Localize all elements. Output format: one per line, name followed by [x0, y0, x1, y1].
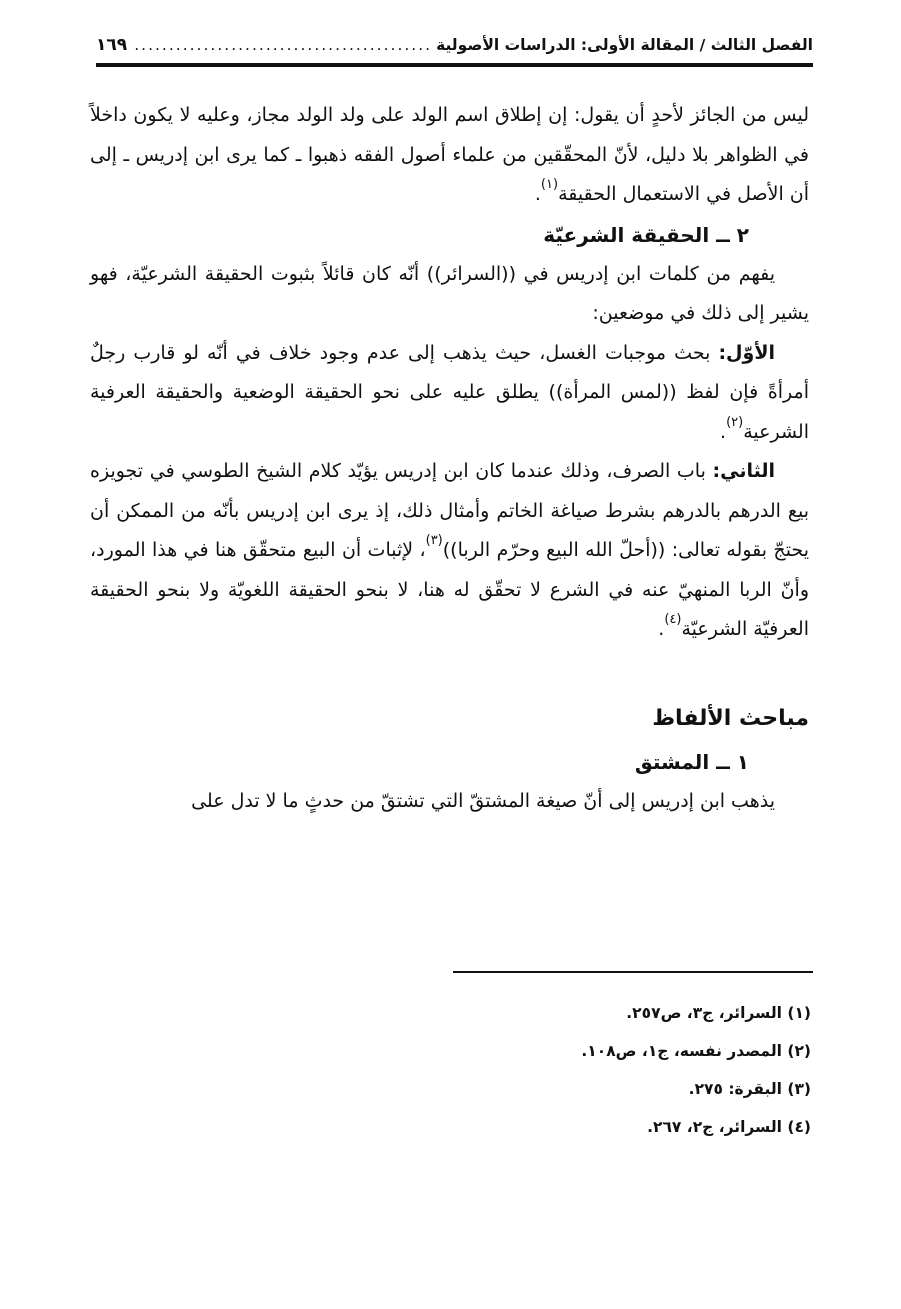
paragraph-1: ليس من الجائز لأحدٍ أن يقول: إن إطلاق اسم الولد على ولد الولد مجاز، وعليه لا يكون داخلاً في الظواهر بلا دليل، لأنّ المحقّقين من علماء أصول الفقه ذهبوا ـ كما يرى ابن إدريس ـ إلى أن الأصل في الاستعمال الحقيقة$^{(١)}$. [90, 104, 809, 205]
header-leader-dots [131, 36, 432, 54]
heading-shariah-truth: ٢ ــ الحقيقة الشرعيّة [543, 222, 749, 247]
heading-derivative: ١ ــ المشتق [634, 749, 749, 774]
footnotes [90, 994, 811, 1146]
footnote-4: (٤) السرائر، ج٢، ٢٦٧. [647, 1118, 811, 1136]
page-number: ١٦٩ [96, 35, 128, 55]
first-point-label: الأوّل: [718, 341, 775, 364]
running-header [96, 30, 813, 60]
section-heading-terms: مباحث الألفاظ [652, 705, 809, 731]
footnote-rule [453, 971, 813, 973]
header-title: الفصل الثالث / المقالة الأولى: الدراسات الأصولية [436, 36, 813, 54]
paragraph-4: الثاني: باب الصرف، وذلك عندما كان ابن إدريس يؤيّد كلام الشيخ الطوسي في تجويزه بيع الدرهم بالدرهم بشرط صياغة الخاتم وأمثال ذلك، إذ يرى ابن إدريس بأنّه من الممكن أن يحتجّ بقوله تعالى: ((أحلّ الله البيع وحرّم الربا))$^{(٣)}$، لإثبات أن البيع متحقّق هنا في هذا المورد، وأنّ الربا المنهيّ عنه في الشرع لا تحقّق له هنا، لا بنحو الحقيقة اللغويّة ولا بنحو الحقيقة العرفيّة الشرعيّة$^{(٤)}$. [90, 460, 809, 640]
footnote-3: (٣) البقرة: ٢٧٥. [688, 1080, 811, 1098]
footnote-ref-2: (٢) [726, 414, 744, 430]
paragraph-2: يفهم من كلمات ابن إدريس في ((السرائر)) أنّه كان قائلاً بثبوت الحقيقة الشرعيّة، فهو يشير إلى ذلك في موضعين: [90, 262, 809, 324]
main-text [90, 96, 809, 821]
footnote-ref-1: (١) [540, 177, 559, 192]
paragraph-5: يذهب ابن إدريس إلى أنّ صيغة المشتقّ التي تشتقّ من حدثٍ ما لا تدل على [191, 789, 775, 812]
second-point-label: الثاني: [712, 460, 775, 482]
header-rule [96, 63, 813, 67]
footnote-ref-4: (٤) [664, 612, 682, 627]
paragraph-3: الأوّل: بحث موجبات الغسل، حيث يذهب إلى عدم وجود خلاف في أنّه لو قارب رجلٌ أمرأةً فإن لفظ ((لمس المرأة)) يطلق عليه على نحو الحقيقة الوضعية والحقيقة العرفية الشرعية$^{(٢)}$. [90, 341, 809, 443]
footnote-ref-3: (٣) [425, 533, 443, 548]
footnote-1: (١) السرائر، ج٣، ص٢٥٧. [626, 1004, 811, 1022]
footnote-2: (٢) المصدر نفسه، ج١، ص١٠٨. [581, 1042, 811, 1060]
